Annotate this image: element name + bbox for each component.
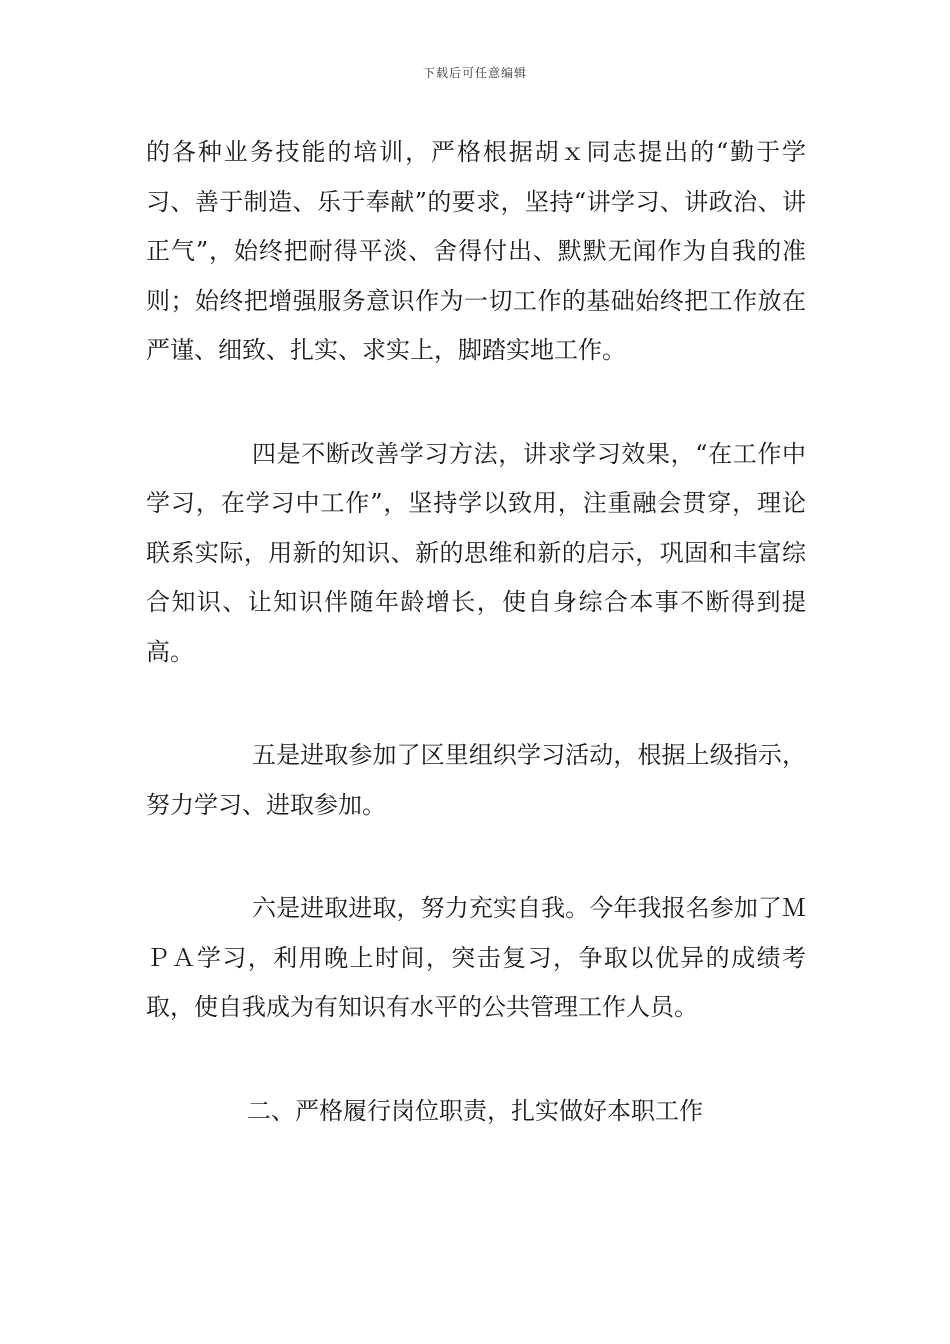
document-body [146,128,806,1136]
paragraph-point-five: 五是进取参加了区里组织学习活动，根据上级指示，努力学习、进取参加。 [146,741,806,819]
paragraph-training: 的各种业务技能的培训，严格根据胡ｘ同志提出的“勤于学习、善于制造、乐于奉献”的要求，坚持“讲学习、讲政治、讲正气”，始终把耐得平淡、舍得付出、默默无闻作为自我的准则；始终把增强服务意识作为一切工作的基础始终把工作放在严谨、细致、扎实、求实上，脚踏实地工作。 [146,138,806,364]
section-heading: 二、严格履行岗位职责，扎实做好本职工作 [247,1096,703,1125]
paragraph-point-six: 六是进取进取，努力充实自我。今年我报名参加了ＭＰＡ学习，利用晚上时间，突击复习，争取以优异的成绩考取，使自我成为有知识有水平的公共管理工作人员。 [146,894,806,1021]
page-header: 下载后可任意编辑 [422,66,527,80]
paragraph-point-four: 四是不断改善学习方法，讲求学习效果，“在工作中学习，在学习中工作”，坚持学以致用，注重融会贯穿，理论联系实际，用新的知识、新的思维和新的启示，巩固和丰富综合知识、让知识伴随年龄增长，使自身综合本事不断得到提高。 [146,439,806,666]
